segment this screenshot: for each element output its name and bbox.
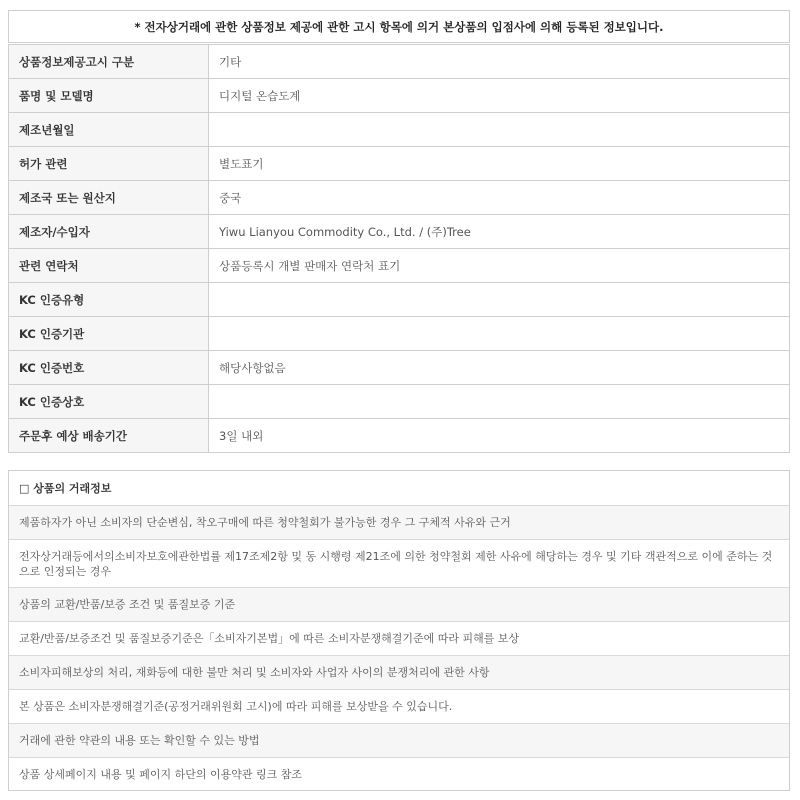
table-row <box>9 283 790 317</box>
row-value <box>209 113 790 147</box>
row-label: KC 인증유형 <box>9 283 209 317</box>
table-row <box>9 181 790 215</box>
row-value: 기타 <box>209 45 790 79</box>
row-label: 제조자/수입자 <box>9 215 209 249</box>
row-label: KC 인증기관 <box>9 317 209 351</box>
row-label: 상품정보제공고시 구분 <box>9 45 209 79</box>
table-row <box>9 249 790 283</box>
table-row <box>9 385 790 419</box>
trade-question: 소비자피해보상의 처리, 재화등에 대한 불만 처리 및 소비자와 사업자 사이의 분쟁처리에 관한 사항 <box>9 655 789 689</box>
trade-question: 거래에 관한 약관의 내용 또는 확인할 수 있는 방법 <box>9 723 789 757</box>
row-value: 상품등록시 개별 판매자 연락처 표기 <box>209 249 790 283</box>
row-label: 주문후 예상 배송기간 <box>9 419 209 453</box>
row-label: 제조년월일 <box>9 113 209 147</box>
trade-info-section <box>8 470 790 791</box>
row-value: 해당사항없음 <box>209 351 790 385</box>
row-value <box>209 317 790 351</box>
row-label: 품명 및 모델명 <box>9 79 209 113</box>
trade-answer: 교환/반품/보증조건 및 품질보증기준은「소비자기본법」에 따른 소비자분쟁해결기준에 따라 피해를 보상 <box>9 621 789 655</box>
row-label: KC 인증번호 <box>9 351 209 385</box>
trade-answer: 전자상거래등에서의소비자보호에관한법률 제17조제2항 및 동 시행령 제21조에 의한 청약철회 제한 사유에 해당하는 경우 및 기타 객관적으로 이에 준하는 것으로 인정되는 경우 <box>9 539 789 587</box>
table-row <box>9 419 790 453</box>
row-label: 허가 관련 <box>9 147 209 181</box>
trade-info-header: □ 상품의 거래정보 <box>9 471 789 505</box>
row-value <box>209 385 790 419</box>
row-label: 제조국 또는 원산지 <box>9 181 209 215</box>
row-value: 별도표기 <box>209 147 790 181</box>
row-label: KC 인증상호 <box>9 385 209 419</box>
table-row <box>9 147 790 181</box>
table-row <box>9 215 790 249</box>
table-row <box>9 317 790 351</box>
trade-question: 상품의 교환/반품/보증 조건 및 품질보증 기준 <box>9 587 789 621</box>
notice-banner: * 전자상거래에 관한 상품정보 제공에 관한 고시 항목에 의거 본상품의 입점사에 의해 등록된 정보입니다. <box>8 10 790 43</box>
table-row <box>9 351 790 385</box>
product-info-table <box>8 44 790 453</box>
trade-answer: 상품 상세페이지 내용 및 페이지 하단의 이용약관 링크 참조 <box>9 757 789 790</box>
trade-answer: 본 상품은 소비자분쟁해결기준(공정거래위원회 고시)에 따라 피해를 보상받을 수 있습니다. <box>9 689 789 723</box>
table-row <box>9 45 790 79</box>
row-value: Yiwu Lianyou Commodity Co., Ltd. / (주)Tree <box>209 215 790 249</box>
trade-question: 제품하자가 아닌 소비자의 단순변심, 착오구매에 따른 청약철회가 불가능한 경우 그 구체적 사유와 근거 <box>9 505 789 539</box>
row-value: 디지털 온습도계 <box>209 79 790 113</box>
table-row <box>9 79 790 113</box>
row-label: 관련 연락처 <box>9 249 209 283</box>
row-value <box>209 283 790 317</box>
row-value: 3일 내외 <box>209 419 790 453</box>
table-row <box>9 113 790 147</box>
row-value: 중국 <box>209 181 790 215</box>
